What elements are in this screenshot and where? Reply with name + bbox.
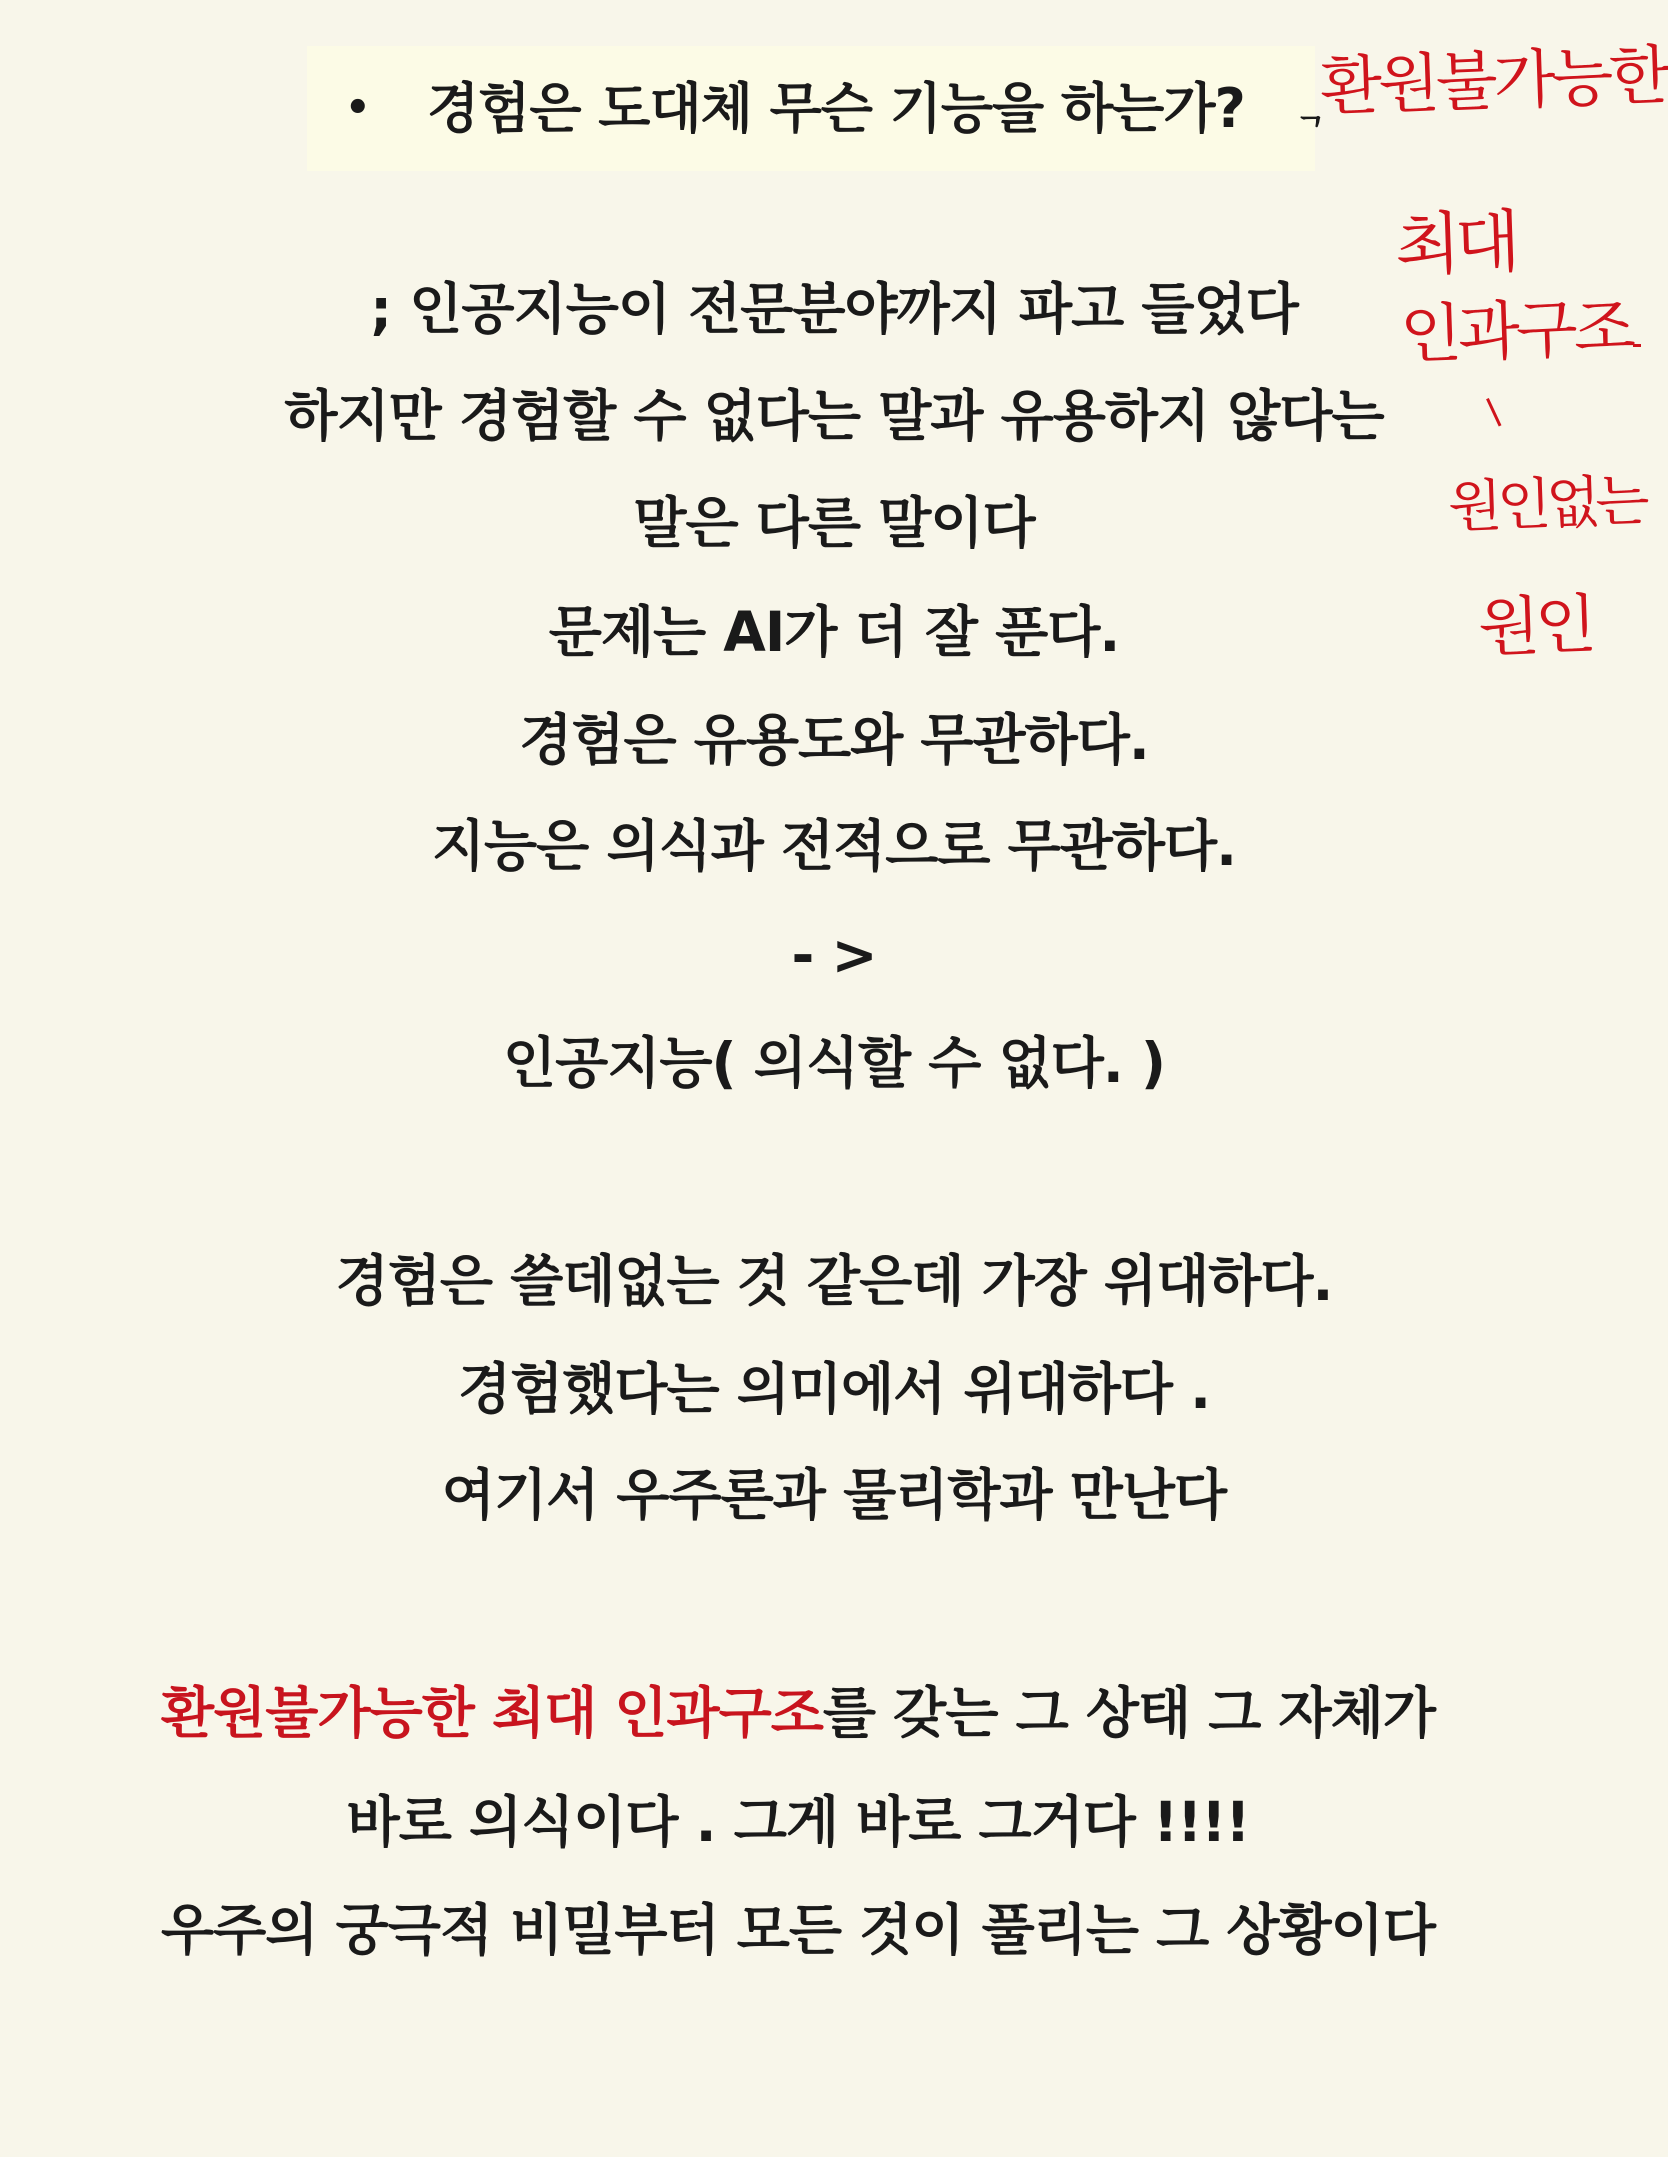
text-line: 인공지능( 의식할 수 없다. ) [502,1031,1166,1095]
handwritten-note: 인과구조 [1398,290,1633,374]
text-line: 바로 의식이다 . 그게 바로 그거다 !!!! [346,1790,1250,1854]
text-line: ; 인공지능이 전문분야까지 파고 들었다 [370,277,1298,341]
text-line: 경험은 쓸데없는 것 같은데 가장 위대하다. [335,1249,1333,1313]
text-line: - > [791,923,877,987]
handwritten-note: 원인 [1476,588,1594,666]
handwritten-note: 최대 [1393,202,1516,287]
bullet-icon: • [345,85,371,131]
text-line: 문제는 AI가 더 잘 푼다. [548,600,1120,664]
text-line: 여기서 우주론과 물리학과 만난다 [441,1463,1227,1527]
handwritten-note: 환원불가능한 [1319,38,1668,126]
highlight-red-text: 환원불가능한 최대 인과구조 [161,1681,823,1745]
handwritten-note: 원인없는 [1447,468,1646,541]
text-line: 우주의 궁극적 비밀부터 모든 것이 풀리는 그 상황이다 [161,1898,1435,1962]
text-line: 말은 다른 말이다 [633,491,1035,555]
title-box [307,46,1326,171]
handwritten-dot [1633,340,1641,347]
text-line: 하지만 경험할 수 없다는 말과 유용하지 않다는 [284,384,1384,448]
highlight-line [0,1678,1632,1748]
text-line: 경험했다는 의미에서 위대하다 . [457,1357,1211,1421]
text-line: 경험은 유용도와 무관하다. [519,708,1149,772]
highlight-rest-text: 를 갖는 그 상태 그 자체가 [822,1681,1435,1745]
text-line: 지능은 의식과 전적으로 무관하다. [431,814,1237,878]
arrow-icon: ᄀ [1295,112,1326,150]
page-title: 경험은 도대체 무슨 기능을 하는가? [427,77,1245,140]
